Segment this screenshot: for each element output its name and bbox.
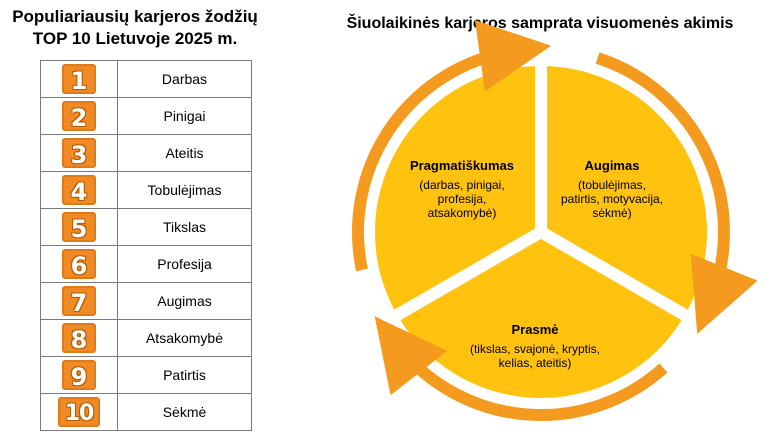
rank-badge: 9 — [62, 360, 96, 390]
rank-word: Pinigai — [118, 98, 252, 135]
rank-badge: 8 — [62, 323, 96, 353]
rank-word: Tobulėjimas — [118, 172, 252, 209]
rank-word: Tikslas — [118, 209, 252, 246]
ranking-title-line-2: TOP 10 Lietuvoje 2025 m. — [32, 29, 238, 48]
rank-word: Augimas — [118, 283, 252, 320]
segment-title: Pragmatiškumas — [409, 158, 515, 173]
segment-description-line: (tikslas, svajonė, kryptis, — [469, 342, 601, 356]
rank-word: Darbas — [118, 61, 252, 98]
rank-word: Sėkmė — [118, 394, 252, 431]
rank-word: Ateitis — [118, 135, 252, 172]
diagram-title: Šiuolaikinės karjeros samprata visuomenės akimis — [346, 15, 734, 32]
rank-badge: 5 — [62, 212, 96, 242]
rank-badge: 2 — [62, 101, 96, 131]
rank-word: Atsakomybė — [118, 320, 252, 357]
rank-badge: 6 — [62, 249, 96, 279]
segment-title: Prasmė — [511, 322, 559, 337]
rank-badge: 4 — [62, 175, 96, 205]
segment-description-line: patirtis, motyvacija, — [560, 192, 664, 206]
ranking-title-line-1: Populiariausių karjeros žodžių — [12, 7, 258, 26]
segment-description-line: (tobulėjimas, — [577, 178, 647, 192]
rank-word: Patirtis — [118, 357, 252, 394]
rank-badge: 1 — [62, 64, 96, 94]
rank-badge: 7 — [62, 286, 96, 316]
segment-title: Augimas — [584, 158, 640, 173]
rank-badge: 3 — [62, 138, 96, 168]
segment-description-line: (darbas, pinigai, — [419, 178, 505, 192]
rank-word: Profesija — [118, 246, 252, 283]
rank-badge: 10 — [58, 397, 100, 427]
segment-description-line: profesija, — [437, 192, 487, 206]
segment-description-line: kelias, ateitis) — [498, 356, 572, 370]
segment-description-line: atsakomybė) — [427, 206, 497, 220]
segment-description-line: sėkmė) — [592, 206, 632, 220]
